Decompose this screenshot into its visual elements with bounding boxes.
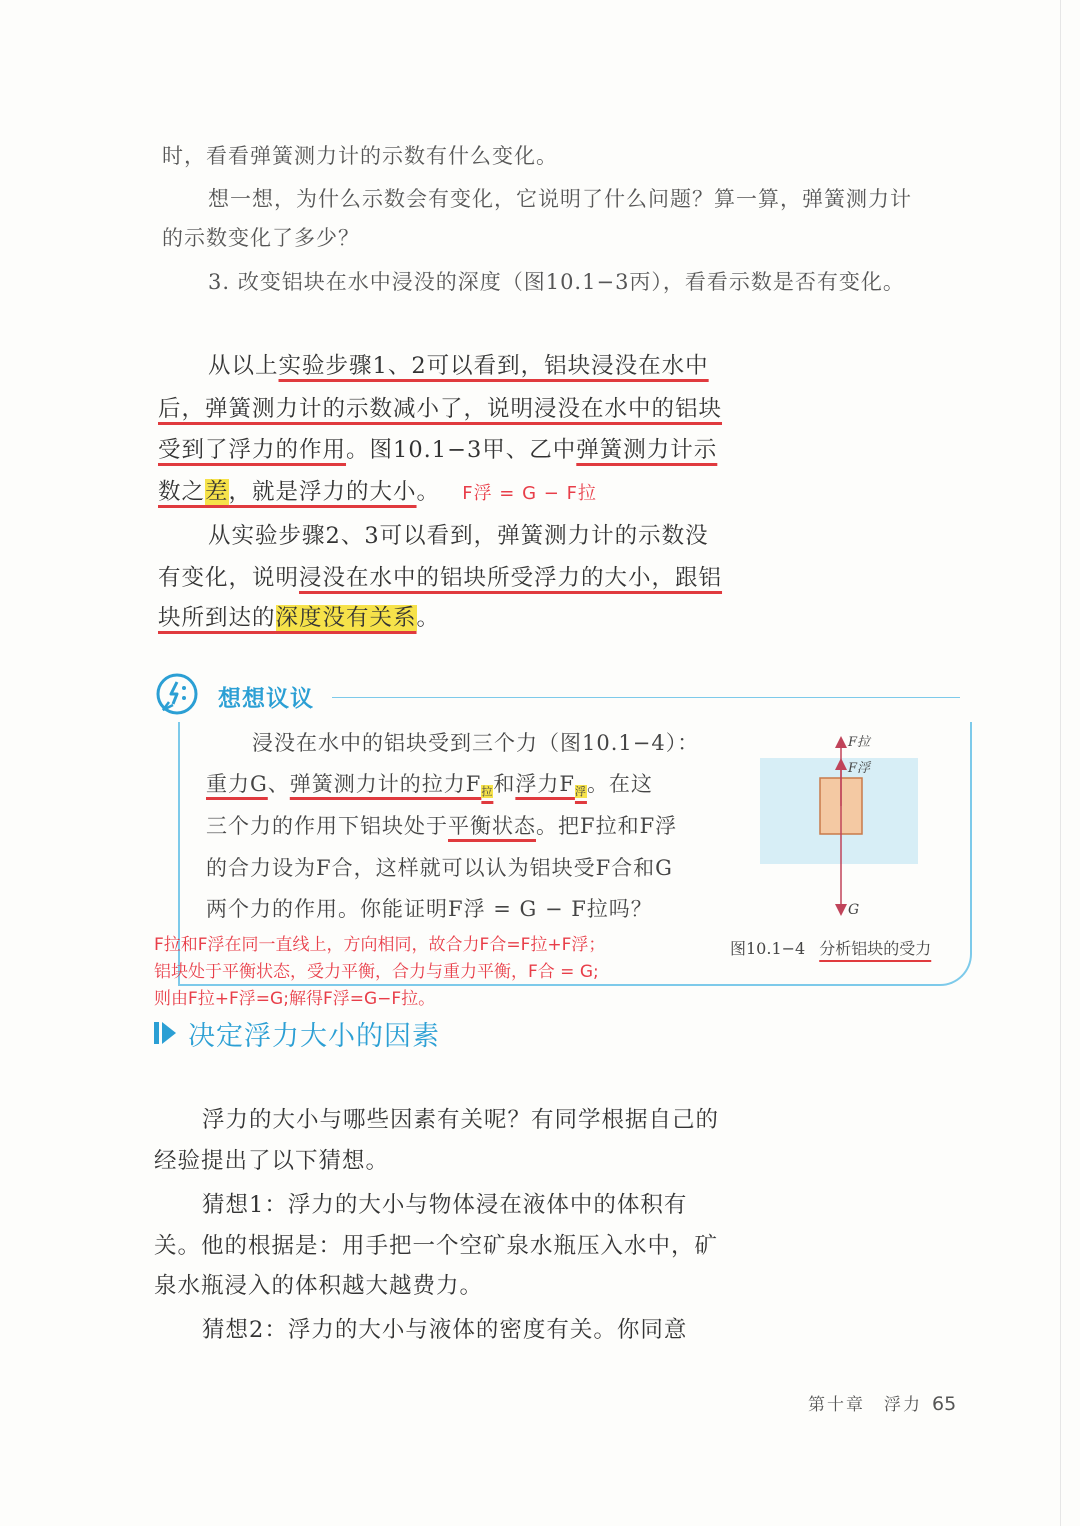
highlighted-text: 差 [205, 479, 229, 505]
text-line [158, 560, 722, 592]
text-line [208, 348, 709, 380]
thought-bubble-icon [155, 672, 199, 716]
text-line: 关。他的根据是：用手把一个空矿泉水瓶压入水中，矿 [154, 1233, 719, 1259]
text-span: 三个力的作用下铝块处于 [206, 814, 448, 838]
text-line: 的示数变化了多少？ [162, 226, 360, 250]
text-span: 。 [416, 479, 441, 505]
underlined-text: 浸没在水中的铝块所受浮力的大小，跟铝 [299, 565, 723, 591]
text-line: 3. 改变铝块在水中浸没的深度（图10.1−3丙），看看示数是否有变化。 [208, 270, 905, 294]
page-number: 65 [932, 1393, 957, 1415]
text-line: 猜想1：浮力的大小与物体浸在液体中的体积有 [202, 1192, 688, 1218]
text-line [206, 810, 677, 840]
text-line [158, 600, 440, 632]
text-line: 两个力的作用。你能证明F浮 = G − F拉吗？ [206, 897, 653, 921]
label-buoyancy: F浮 [848, 761, 871, 776]
text-line: 的合力设为F合，这样就可以认为铝块受F合和G [206, 856, 673, 880]
section-title: 决定浮力大小的因素 [188, 1021, 440, 1052]
underlined-text: 弹簧测力计的拉力F [289, 772, 482, 796]
text-span: 。在这 [586, 772, 653, 796]
text-span: 。图10.1−3甲、乙中 [346, 437, 577, 463]
underlined-text: 块所到达的 [158, 605, 276, 631]
underlined-text: 弹簧测力计示 [576, 437, 718, 463]
label-gravity: G [848, 902, 860, 918]
chapter-label: 第十章 浮力 [808, 1395, 922, 1415]
page-edge-line [1060, 0, 1061, 1526]
handwritten-note: F拉和F浮在同一直线上，方向相同，故合力F合=F拉+F浮； [154, 935, 606, 955]
text-line: 时，看看弹簧测力计的示数有什么变化。 [162, 144, 558, 168]
text-line [158, 474, 597, 506]
section-marker-icon [154, 1020, 176, 1046]
underlined-text: 浮力F [515, 772, 575, 796]
text-span: 和 [493, 772, 516, 796]
text-span: 、 [267, 772, 290, 796]
text-line: 从实验步骤2、3可以看到，弹簧测力计的示数没 [208, 523, 709, 549]
discussion-header-rule [332, 697, 960, 698]
text-line: 经验提出了以下猜想。 [154, 1148, 390, 1174]
text-line: 泉水瓶浸入的体积越大越费力。 [154, 1273, 484, 1299]
underlined-text: 实验步骤1、2可以看到，铝块浸没在水中 [278, 353, 709, 379]
text-span: 。 [416, 605, 441, 631]
label-tension: F拉 [848, 735, 871, 750]
text-line [158, 391, 722, 423]
text-line [158, 432, 717, 464]
text-span: 有变化，说明 [158, 565, 300, 591]
text-line: 猜想2：浮力的大小与液体的密度有关。你同意 [202, 1317, 688, 1343]
handwritten-note: 则由F拉+F浮=G;解得F浮=G−F拉。 [154, 989, 436, 1009]
subscript: 拉 [481, 785, 494, 798]
handwritten-formula: F浮 = G − F拉 [462, 483, 597, 504]
highlighted-text: 深度没有关系 [275, 605, 417, 631]
figure-caption-text: 分析铝块的受力 [819, 939, 932, 958]
text-span: 从以上 [208, 353, 279, 379]
page-footer [808, 1390, 956, 1415]
underlined-text: ，就是浮力的大小 [228, 479, 417, 505]
text-span: 。把F拉和F浮 [536, 814, 678, 838]
underlined-text: 后，弹簧测力计的示数减小了，说明浸没在水中的铝块 [158, 396, 723, 422]
discussion-title: 想想议议 [218, 686, 314, 712]
figure-number: 图10.1−4 [730, 939, 806, 958]
underlined-text: 重力G [206, 772, 268, 796]
text-line: 浸没在水中的铝块受到三个力（图10.1−4）： [252, 731, 700, 755]
underlined-text: 数之 [158, 479, 206, 505]
underlined-text: 平衡状态 [448, 814, 536, 838]
handwritten-note: 铝块处于平衡状态，受力平衡，合力与重力平衡，F合 = G; [154, 962, 599, 982]
text-line [206, 768, 653, 799]
text-line: 浮力的大小与哪些因素有关呢？有同学根据自己的 [202, 1107, 720, 1133]
subscript: 浮 [574, 785, 587, 798]
force-diagram [760, 728, 910, 928]
underlined-text: 受到了浮力的作用 [158, 437, 347, 463]
text-line: 想一想，为什么示数会有变化，它说明了什么问题？算一算，弹簧测力计 [208, 187, 912, 211]
figure-caption [730, 936, 931, 959]
